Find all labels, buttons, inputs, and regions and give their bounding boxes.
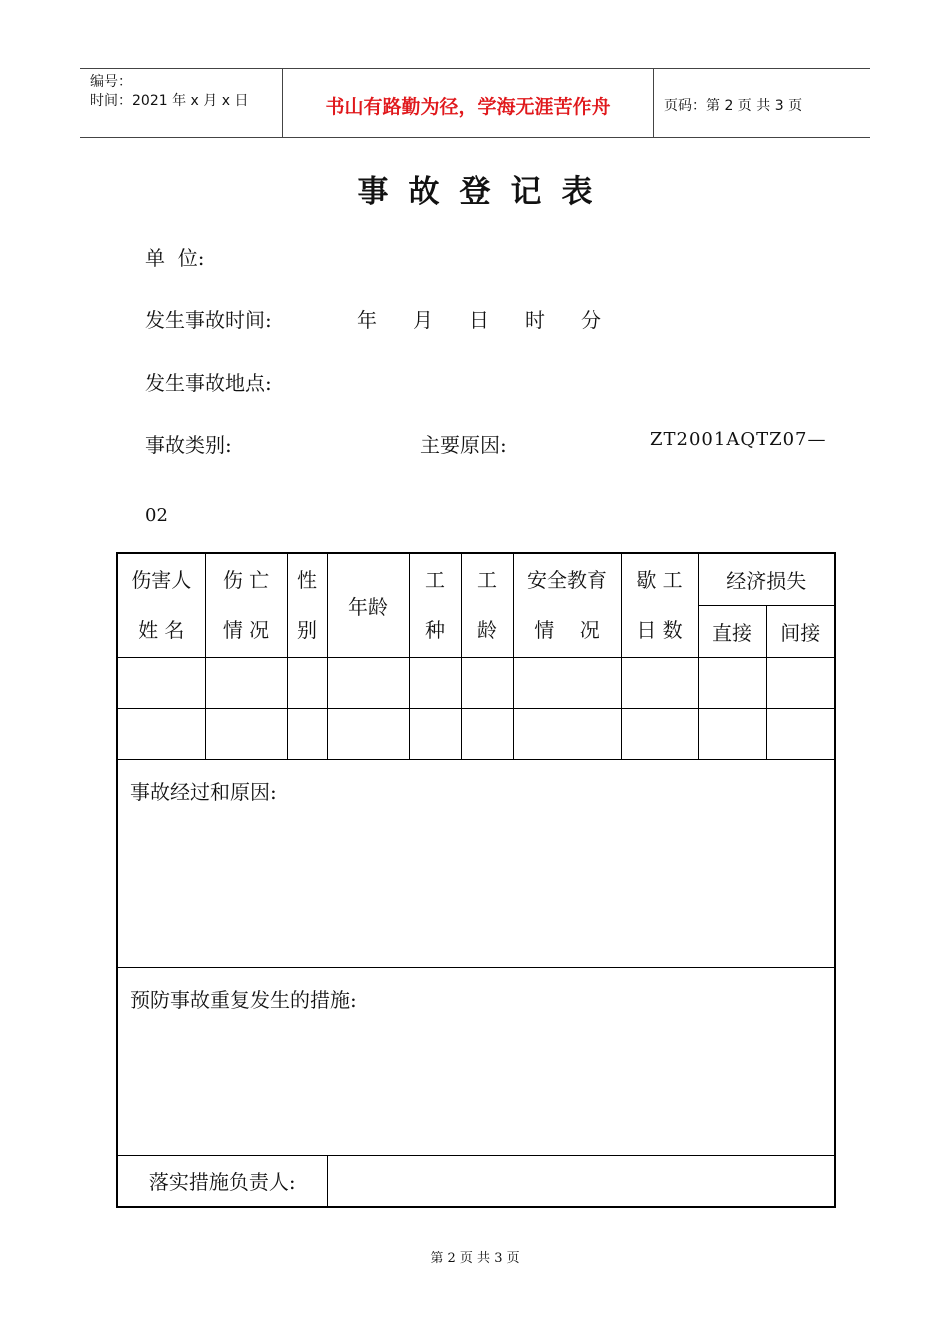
header-time: 时间：2021 年 x 月 x 日 — [90, 93, 249, 109]
header-trade: 工 种 — [409, 553, 461, 657]
accident-time-label: 发生事故时间: — [145, 308, 272, 332]
time-unit-hour: 时 — [525, 308, 545, 332]
responsible-person-field[interactable] — [327, 1155, 835, 1207]
page-header — [80, 68, 870, 138]
prevention-measures-label: 预防事故重复发生的措施: — [130, 987, 357, 1012]
header-meta — [80, 69, 282, 137]
header-indirect-loss: 间接 — [766, 605, 835, 657]
header-age: 年龄 — [327, 553, 409, 657]
unit-label: 单 位: — [145, 246, 205, 270]
page-footer: 第 2 页 共 3 页 — [430, 1251, 520, 1266]
accident-category-label: 事故类别: — [145, 433, 232, 457]
prevention-measures-cell[interactable] — [117, 967, 835, 1155]
table-row — [117, 657, 835, 708]
header-sex: 性 别 — [287, 553, 327, 657]
accident-register-table — [116, 552, 836, 1208]
header-seniority: 工 龄 — [461, 553, 513, 657]
form-code-continued: 02 — [145, 505, 168, 526]
header-direct-loss: 直接 — [698, 605, 766, 657]
header-number: 编号： — [90, 74, 132, 90]
responsible-person-label: 落实措施负责人: — [117, 1155, 327, 1207]
accident-place-label: 发生事故地点: — [145, 371, 272, 395]
time-unit-minute: 分 — [581, 308, 601, 332]
accident-process-cell[interactable] — [117, 759, 835, 967]
header-page-info: 页码：第 2 页 共 3 页 — [664, 98, 803, 114]
document-title: 事故登记表 — [357, 174, 613, 210]
time-unit-year: 年 — [357, 308, 377, 332]
header-economic-loss: 经济损失 — [698, 553, 835, 605]
table-row — [117, 708, 835, 759]
main-cause-label: 主要原因: — [420, 433, 507, 457]
header-motto: 书山有路勤为径，学海无涯苦作舟 — [282, 69, 654, 137]
form-code: ZT2001AQTZ07— — [650, 429, 827, 450]
header-casualty-status: 伤 亡 情 况 — [205, 553, 287, 657]
header-victim-name: 伤害人 姓 名 — [117, 553, 205, 657]
time-unit-month: 月 — [413, 308, 433, 332]
header-rest-days: 歇 工 日 数 — [621, 553, 698, 657]
time-unit-day: 日 — [469, 308, 489, 332]
accident-process-label: 事故经过和原因: — [130, 779, 277, 804]
header-safety-education: 安全教育 情 况 — [513, 553, 621, 657]
